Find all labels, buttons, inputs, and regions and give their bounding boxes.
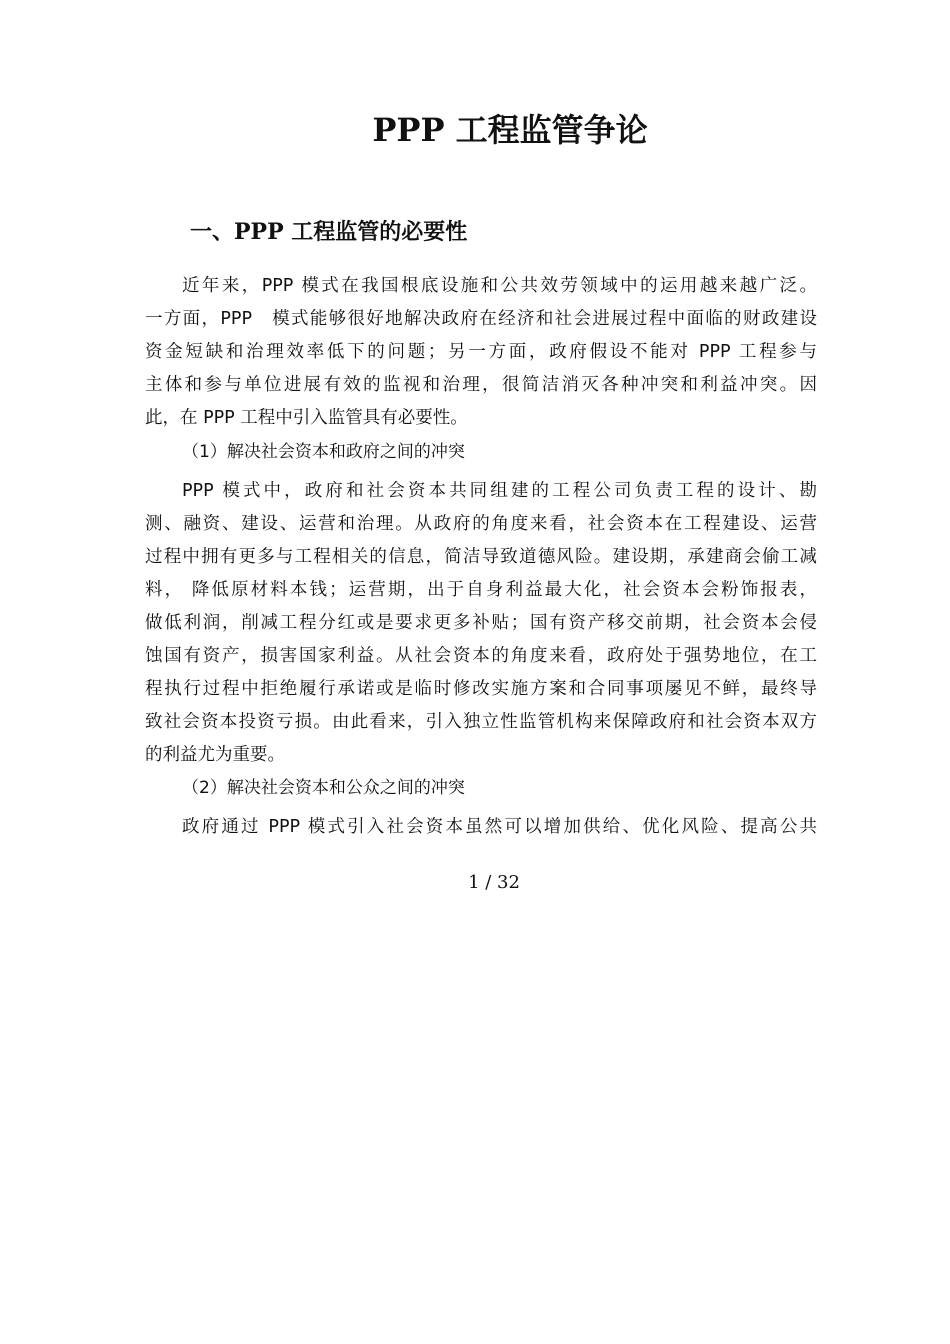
paragraph-public-conflict — [145, 811, 817, 844]
subheading-government-conflict: （1）解决社会资本和政府之间的冲突 — [182, 442, 465, 462]
paragraph-line: 过程中拥有更多与工程相关的信息，简洁导致道德风险。建设期，承建商会偷工减 — [145, 547, 817, 567]
paragraph-line: 蚀国有资产，损害国家利益。从社会资本的角度来看，政府处于强势地位，在工 — [145, 646, 817, 666]
paragraph-line: 致社会资本投资亏损。由此看来，引入独立性监管机构来保障政府和社会资本双方 — [145, 712, 817, 732]
page-number: 1 / 32 — [468, 872, 520, 893]
paragraph-line: 主体和参与单位进展有效的监视和治理，很简洁消灭各种冲突和利益冲突。因 — [145, 375, 817, 395]
paragraph-line: 料， 降低原材料本钱；运营期，出于自身利益最大化，社会资本会粉饰报表， — [145, 580, 817, 600]
section-heading: 一、PPP 工程监管的必要性 — [190, 219, 468, 245]
document-title: PPP 工程监管争论 — [372, 111, 648, 149]
paragraph-line: 测、融资、建设、运营和治理。从政府的角度来看，社会资本在工程建设、运营 — [145, 514, 817, 534]
subheading-public-conflict: （2）解决社会资本和公众之间的冲突 — [182, 778, 465, 798]
paragraph-line: 程执行过程中拒绝履行承诺或是临时修改实施方案和合同事项屡见不鲜，最终导 — [145, 679, 817, 699]
paragraph-line: 资金短缺和治理效率低下的问题；另一方面，政府假设不能对 PPP 工程参与 — [145, 342, 817, 362]
paragraph-line: 政府通过 PPP 模式引入社会资本虽然可以增加供给、优化风险、提高公共 — [182, 817, 817, 837]
subheading-government-conflict-block — [145, 436, 817, 469]
paragraph-necessity-intro — [145, 270, 817, 435]
paragraph-line: 做低利润，削减工程分红或是要求更多补贴；国有资产移交前期，社会资本会侵 — [145, 613, 817, 633]
paragraph-line: 一方面，PPP 模式能够很好地解决政府在经济和社会进展过程中面临的财政建设 — [145, 309, 817, 329]
paragraph-government-conflict — [145, 475, 817, 772]
paragraph-line: 近年来，PPP 模式在我国根底设施和公共效劳领域中的运用越来越广泛。 — [182, 276, 817, 296]
paragraph-line: 此，在 PPP 工程中引入监管具有必要性。 — [145, 408, 468, 428]
subheading-public-conflict-block — [145, 772, 817, 805]
paragraph-line: PPP 模式中，政府和社会资本共同组建的工程公司负责工程的设计、勘 — [182, 481, 817, 501]
paragraph-line: 的利益尤为重要。 — [145, 745, 285, 765]
